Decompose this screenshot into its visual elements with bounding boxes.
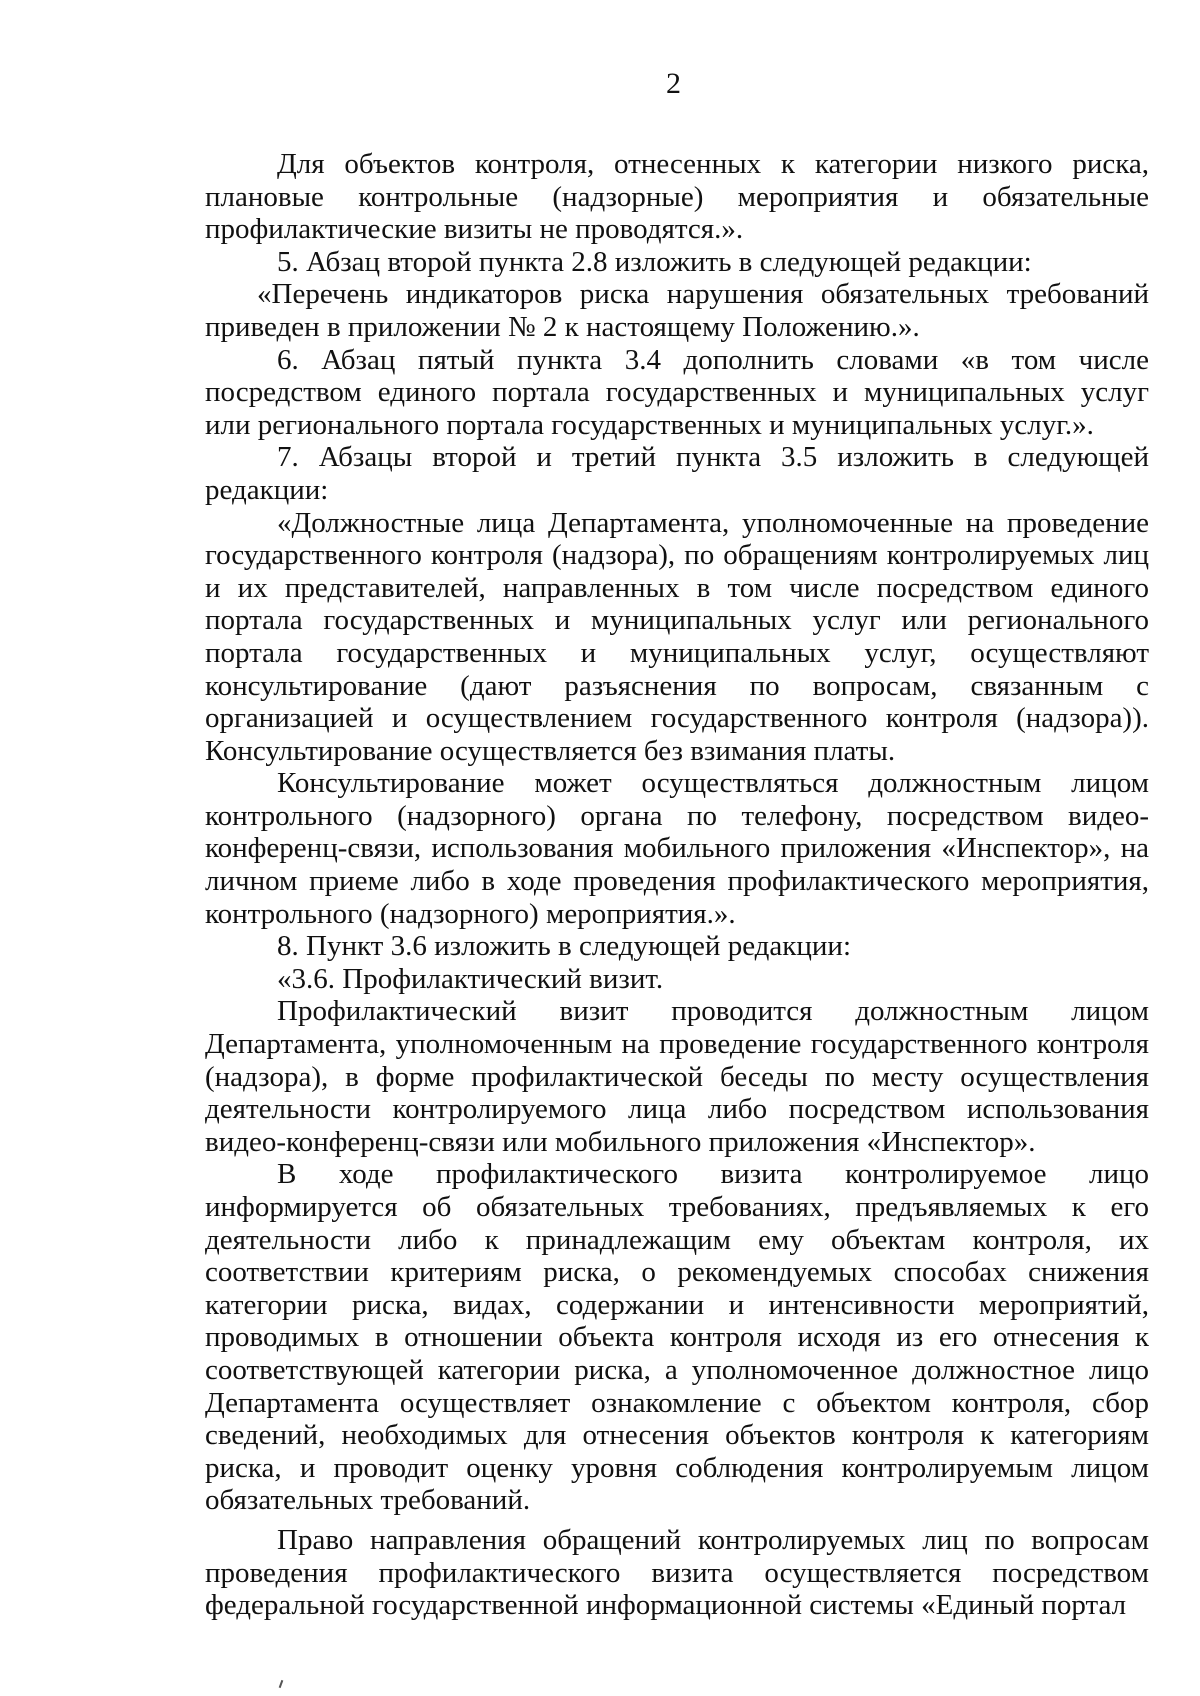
paragraph-3-6-heading: «3.6. Профилактический визит. [277,962,664,995]
paragraph-item-6: 6. Абзац пятый пункта 3.4 дополнить словами «в том числе посредством единого портала государственных и муниципальных услуг или регионального портала государственных и муниципальных услуг.». [205,343,1149,441]
paragraph-low-risk: Для объектов контроля, отнесенных к категории низкого риска, плановые контрольные (надзорные) мероприятия и обязательные профилактические визиты не проводятся.». [205,148,1149,246]
paragraph-item-5: 5. Абзац второй пункта 2.8 изложить в следующей редакции: [277,245,1032,278]
paragraph-visit-details: В ходе профилактического визита контролируемое лицо информируется об обязательных требованиях, предъявляемых к его деятельности либо к принадлежащим ему объектам контроля, их соответствии критериям риска, о рекомендуемых способах снижения категории риска, видах, содержании и интенсивности мероприятий, проводимых в отношении объекта контроля исходя из его отнесения к соответствующей категории риска, а уполномоченное должностное лицо Департамента осуществляет ознакомление с объектом контроля, сбор сведений, необходимых для отнесения объектов контроля к категориям риска, и проводит оценку уровня соблюдения контролируемым лицом обязательных требований. [205,1158,1149,1517]
paragraph-appeal-right: Право направления обращений контролируемых лиц по вопросам проведения профилактического визита осуществляется посредством федеральной государственной информационной системы «Единый портал [205,1523,1149,1622]
paragraph-risk-indicators: «Перечень индикаторов риска нарушения обязательных требований приведен в приложении № 2 к настоящему Положению.». [205,278,1149,343]
scan-artifact [279,1680,284,1688]
paragraph-item-7: 7. Абзацы второй и третий пункта 3.5 изложить в следующей редакции: [205,441,1149,506]
document-body [205,148,1149,1622]
page-number: 2 [666,67,681,100]
paragraph-consulting: Консультирование может осуществляться должностным лицом контрольного (надзорного) органа по телефону, посредством видео-конференц-связи, использования мобильного приложения «Инспектор», на личном приеме либо в ходе проведения профилактического мероприятия, контрольного (надзорного) мероприятия.». [205,767,1149,930]
paragraph-officials: «Должностные лица Департамента, уполномоченные на проведение государственного контроля (надзора), по обращениям контролируемых лиц и их представителей, направленных в том числе посредством единого портала государственных и муниципальных услуг или регионального портала государственных и муниципальных услуг, осуществляют консультирование (дают разъяснения по вопросам, связанным с организацией и осуществлением государственного контроля (надзора)). Консультирование осуществляется без взимания платы. [205,506,1149,767]
paragraph-preventive-visit: Профилактический визит проводится должностным лицом Департамента, уполномоченным на проведение государственного контроля (надзора), в форме профилактической беседы по месту осуществления деятельности контролируемого лица либо посредством использования видео-конференц-связи или мобильного приложения «Инспектор». [205,995,1149,1158]
paragraph-item-8: 8. Пункт 3.6 изложить в следующей редакции: [277,930,852,963]
